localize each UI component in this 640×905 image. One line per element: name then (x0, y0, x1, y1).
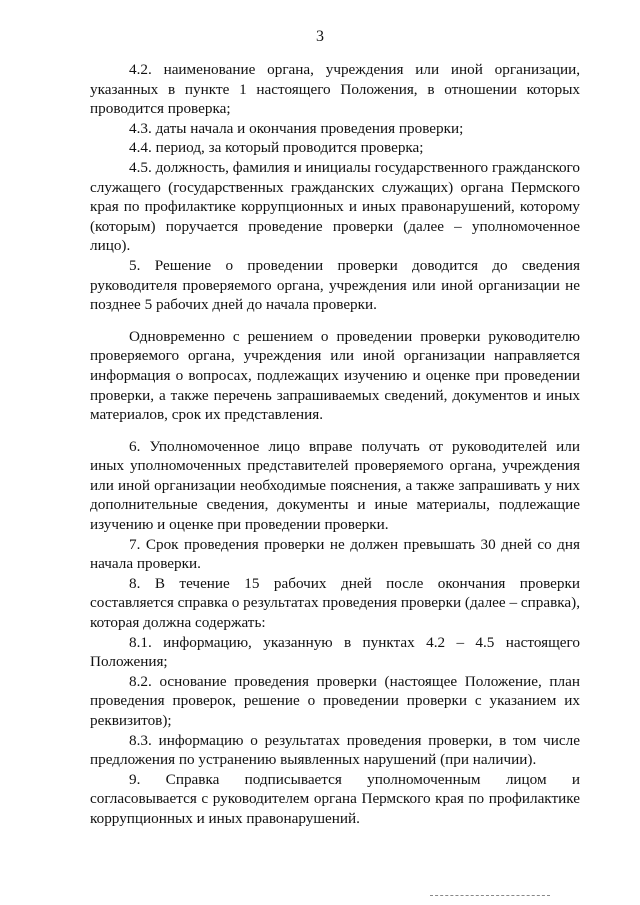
page-number: 3 (316, 28, 324, 45)
paragraph-8: 8. В течение 15 рабочих дней после окончания проверки составляется справка о результатах проведения проверки (далее – справка), которая должна содержать: (90, 574, 580, 632)
paragraph-8-2: 8.2. основание проведения проверки (настоящее Положение, план проведения проверок, решение о проведении проверки с указанием их реквизитов); (90, 672, 580, 729)
paragraph-5-continued: Одновременно с решением о проведении проверки руководителю проверяемого органа, учреждения или иной организации направляется информация о вопросах, подлежащих изучению и оценке при проведении проверки, а также перечень запрашиваемых сведений, документов и иных материалов, срок их представления. (90, 327, 580, 424)
paragraph-4-5: 4.5. должность, фамилия и инициалы государственного гражданского служащего (государственных гражданских служащих) органа Пермского края по профилактике коррупционных и иных правонарушений, которому (которым) поручается проведение проверки (далее – уполномоченное лицо). (90, 158, 580, 255)
paragraph-8-3: 8.3. информацию о результатах проведения проверки, в том числе предложения по устранению выявленных нарушений (при наличии). (90, 731, 580, 769)
paragraph-4-2: 4.2. наименование органа, учреждения или иной организации, указанных в пункте 1 настоящего Положения, в отношении которых проводится проверка; (90, 61, 580, 118)
paragraph-8-1: 8.1. информацию, указанную в пунктах 4.2 – 4.5 настоящего Положения; (90, 633, 580, 671)
paragraph-9: 9. Справка подписывается уполномоченным лицом и согласовывается с руководителем органа Пермского края по профилактике коррупционных и иных правонарушений. (90, 770, 580, 827)
paragraph-5: 5. Решение о проведении проверки доводится до сведения руководителя проверяемого органа, учреждения или иной организации не позднее 5 рабочих дней до начала проверки. (90, 256, 580, 314)
document-body (90, 60, 580, 829)
paragraph-7: 7. Срок проведения проверки не должен превышать 30 дней со дня начала проверки. (90, 535, 580, 573)
paragraph-4-4: 4.4. период, за который проводится проверка; (129, 139, 424, 157)
paragraph-4-3: 4.3. даты начала и окончания проведения проверки; (129, 119, 464, 137)
paragraph-6: 6. Уполномоченное лицо вправе получать от руководителей или иных уполномоченных представителей проверяемого органа, учреждения или иной организации необходимые пояснения, а также запрашивать у них дополнительные сведения, документы и иные материалы, подлежащие изучению и оценке при проведении проверки. (90, 437, 580, 534)
scan-edge-mark (430, 895, 550, 896)
